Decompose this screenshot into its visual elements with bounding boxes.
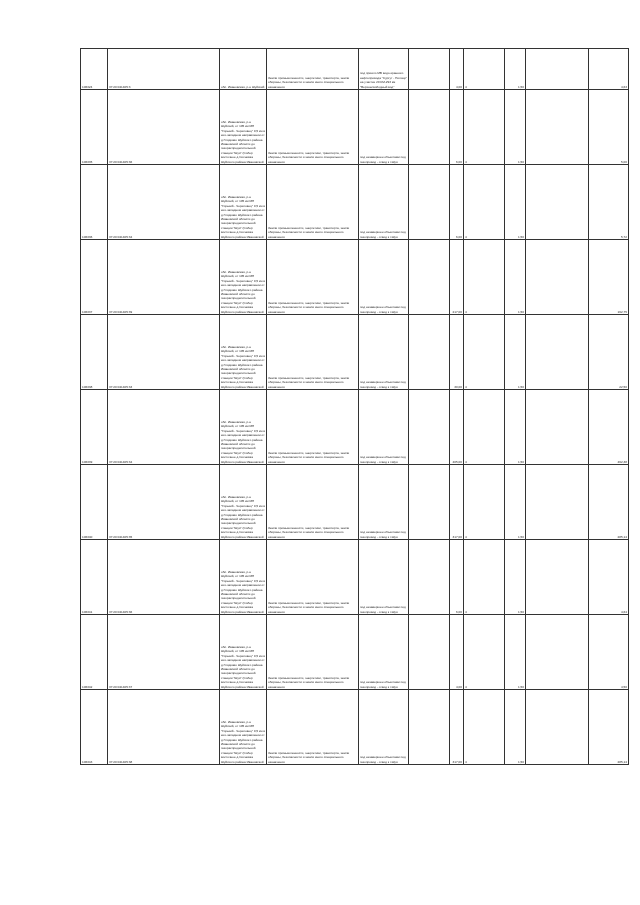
area-cell: 6,00 <box>450 165 464 240</box>
row-number-cell: 106335 <box>81 90 108 165</box>
empty-cell <box>409 165 450 240</box>
tax-amount-cell: 5,72 <box>589 165 629 240</box>
permitted-use-cell: под незавершен объектами под газопровод - отвод к г.Шуя <box>359 90 409 165</box>
row-number-cell: 106342 <box>81 615 108 690</box>
area-cell: 6,00 <box>450 90 464 165</box>
rate-cell: 1,50 <box>505 615 526 690</box>
rate-cell: 1,50 <box>505 165 526 240</box>
tax-amount-cell: 22,50 <box>589 315 629 390</box>
area-cell: 4,00 <box>450 49 464 90</box>
share-cell: 4 <box>464 390 505 465</box>
share-cell: 4 <box>464 465 505 540</box>
tax-amount-cell: 162,75 <box>589 240 629 315</box>
cadastral-number-cell: 37:20:041405:34 <box>108 165 220 240</box>
empty-cell <box>409 615 450 690</box>
permitted-use-cell: под незавершен объектами под газопровод - отвод к г.Шуя <box>359 540 409 615</box>
cadastral-number-cell: 37:20:041405:36 <box>108 540 220 615</box>
row-number-cell: 106340 <box>81 465 108 540</box>
table-row <box>81 390 629 465</box>
land-category-cell: Земли промышленности, энергетики, транспорта, земли обороны, безопасности и земли иного специального назначения <box>267 615 359 690</box>
land-category-cell: Земли промышленности, энергетики, транспорта, земли обороны, безопасности и земли иного специального назначения <box>267 690 359 765</box>
empty-cell <box>409 90 450 165</box>
share-cell: 4 <box>464 540 505 615</box>
empty-cell <box>526 90 589 165</box>
empty-cell <box>409 315 450 390</box>
address-cell: обл. Ивановская, р-н Шуйский, от 105 км МН "Горький - Череповец" 0,5 км в юго-западном направлении от д.Глядково Шуйского района Ивановской области до газораспределительной станции "Шуя" (Собер восточнее д.Сосновка Шуйского района Ивановской <box>220 690 267 765</box>
land-category-cell: Земли промышленности, энергетики, транспорта, земли обороны, безопасности и земли иного специального назначения <box>267 49 359 90</box>
table-row <box>81 315 629 390</box>
land-category-cell: Земли промышленности, энергетики, транспорта, земли обороны, безопасности и земли иного специального назначения <box>267 465 359 540</box>
rate-cell: 1,50 <box>505 690 526 765</box>
empty-cell <box>526 315 589 390</box>
rate-cell: 1,50 <box>505 465 526 540</box>
table-row <box>81 90 629 165</box>
area-cell: 4,00 <box>450 615 464 690</box>
land-category-cell: Земли промышленности, энергетики, транспорта, земли обороны, безопасности и земли иного специального назначения <box>267 315 359 390</box>
area-cell: 30,00 <box>450 315 464 390</box>
cadastral-number-cell: 37:20:041405:36 <box>108 90 220 165</box>
cadastral-number-cell: 37:20:041405:33 <box>108 315 220 390</box>
table-row <box>81 240 629 315</box>
permitted-use-cell: под незавершен объектами под газопровод - отвод к г.Шуя <box>359 240 409 315</box>
tax-amount-cell: 285,14 <box>589 690 629 765</box>
table-row <box>81 49 629 90</box>
table-row <box>81 540 629 615</box>
tax-amount-cell: 462,38 <box>589 390 629 465</box>
share-cell: 4 <box>464 90 505 165</box>
tax-amount-cell: 4,50 <box>589 615 629 690</box>
rate-cell: 1,50 <box>505 390 526 465</box>
table-row <box>81 615 629 690</box>
address-cell: обл. Ивановская, р-н Шуйский, от 105 км МН "Горький - Череповец" 0,5 км в юго-западном направлении от д.Глядково Шуйского района Ивановской области до газораспределительной станции "Шуя" (Собер восточнее д.Сосновка Шуйского района Ивановской <box>220 165 267 240</box>
share-cell: 4 <box>464 690 505 765</box>
cadastral-number-cell: 37:20:041405:37 <box>108 615 220 690</box>
area-cell: 317,00 <box>450 690 464 765</box>
empty-cell <box>409 240 450 315</box>
address-cell: обл. Ивановская, р-н Шуйский, от 105 км МН "Горький - Череповец" 0,5 км в юго-западном направлении от д.Глядково Шуйского района Ивановской области до газораспределительной станции "Шуя" (Собер восточнее д.Сосновка Шуйского района Ивановской <box>220 615 267 690</box>
row-number-cell: 106336 <box>81 165 108 240</box>
permitted-use-cell: под незавершен объектами под газопровод - отвод к г.Шуя <box>359 390 409 465</box>
land-register-table <box>80 48 629 765</box>
table-row <box>81 465 629 540</box>
empty-cell <box>409 465 450 540</box>
share-cell: 4 <box>464 165 505 240</box>
tax-amount-cell: 5,00 <box>589 90 629 165</box>
cadastral-number-cell: 37:20:041405:3 <box>108 49 220 90</box>
tax-amount-cell: 285,14 <box>589 465 629 540</box>
rate-cell: 1,50 <box>505 315 526 390</box>
address-cell: обл. Ивановская, р-н Шуйский <box>220 49 267 90</box>
address-cell: обл. Ивановская, р-н Шуйский, от 105 км МН "Горький - Череповец" 0,5 км в юго-западном направлении от д.Глядково Шуйского района Ивановской области до газораспределительной станции "Шуя" (Собер восточнее д.Сосновка Шуйского района Ивановской <box>220 240 267 315</box>
permitted-use-cell: под приюто МВ водо-кранного нефтепровода "Сургут - Полоцк" на участке 20 КМ-293 км "Верхнесвободный вод" <box>359 49 409 90</box>
row-number-cell: 106343 <box>81 690 108 765</box>
address-cell: обл. Ивановская, р-н Шуйский, от 105 км МН "Горький - Череповец" 0,5 км в юго-западном направлении от д.Глядково Шуйского района Ивановской области до газораспределительной станции "Шуя" (Собер восточнее д.Сосновка Шуйского района Ивановской <box>220 390 267 465</box>
tax-amount-cell: 4,64 <box>589 540 629 615</box>
share-cell: 4 <box>464 49 505 90</box>
permitted-use-cell: под незавершен объектами под газопровод - отвод к г.Шуя <box>359 690 409 765</box>
table-body <box>81 49 629 765</box>
share-cell: 4 <box>464 315 505 390</box>
address-cell: обл. Ивановская, р-н Шуйский, от 105 км МН "Горький - Череповец" 0,5 км в юго-западном направлении от д.Глядково Шуйского района Ивановской области до газораспределительной станции "Шуя" (Собер восточнее д.Сосновка Шуйского района Ивановской <box>220 90 267 165</box>
cadastral-number-cell: 37:20:041405:38 <box>108 690 220 765</box>
area-cell: 317,00 <box>450 465 464 540</box>
address-cell: обл. Ивановская, р-н Шуйский, от 105 км МН "Горький - Череповец" 0,5 км в юго-западном направлении от д.Глядково Шуйского района Ивановской области до газораспределительной станции "Шуя" (Собер восточнее д.Сосновка Шуйского района Ивановской <box>220 540 267 615</box>
share-cell: 4 <box>464 615 505 690</box>
empty-cell <box>526 690 589 765</box>
permitted-use-cell: под незавершен объектами под газопровод - отвод к г.Шуя <box>359 165 409 240</box>
empty-cell <box>526 465 589 540</box>
cadastral-number-cell: 37:20:041405:35 <box>108 465 220 540</box>
empty-cell <box>526 165 589 240</box>
rate-cell: 1,50 <box>505 240 526 315</box>
area-cell: 405,00 <box>450 390 464 465</box>
permitted-use-cell: под незавершен объектами под газопровод - отвод к г.Шуя <box>359 465 409 540</box>
area-cell: 217,00 <box>450 240 464 315</box>
cadastral-number-cell: 37:20:041405:34 <box>108 390 220 465</box>
empty-cell <box>409 49 450 90</box>
row-number-cell: 106341 <box>81 540 108 615</box>
empty-cell <box>526 49 589 90</box>
empty-cell <box>409 690 450 765</box>
empty-cell <box>409 390 450 465</box>
empty-cell <box>409 540 450 615</box>
permitted-use-cell: под незавершен объектами под газопровод - отвод к г.Шуя <box>359 615 409 690</box>
area-cell: 6,00 <box>450 540 464 615</box>
land-category-cell: Земли промышленности, энергетики, транспорта, земли обороны, безопасности и земли иного специального назначения <box>267 540 359 615</box>
cadastral-number-cell: 37:20:041405:39 <box>108 240 220 315</box>
rate-cell: 1,50 <box>505 49 526 90</box>
land-category-cell: Земли промышленности, энергетики, транспорта, земли обороны, безопасности и земли иного специального назначения <box>267 390 359 465</box>
empty-cell <box>526 615 589 690</box>
permitted-use-cell: под незавершен объектами под газопровод - отвод к г.Шуя <box>359 315 409 390</box>
row-number-cell: 106339 <box>81 390 108 465</box>
row-number-cell: 106338 <box>81 315 108 390</box>
rate-cell: 1,50 <box>505 540 526 615</box>
land-category-cell: Земли промышленности, энергетики, транспорта, земли обороны, безопасности и земли иного специального назначения <box>267 90 359 165</box>
row-number-cell: 106324 <box>81 49 108 90</box>
row-number-cell: 106337 <box>81 240 108 315</box>
table-row <box>81 165 629 240</box>
tax-amount-cell: 4,63 <box>589 49 629 90</box>
address-cell: обл. Ивановская, р-н Шуйский, от 105 км МН "Горький - Череповец" 0,5 км в юго-западном направлении от д.Глядково Шуйского района Ивановской области до газораспределительной станции "Шуя" (Собер восточнее д.Сосновка Шуйского района Ивановской <box>220 315 267 390</box>
empty-cell <box>526 540 589 615</box>
empty-cell <box>526 390 589 465</box>
share-cell: 4 <box>464 240 505 315</box>
land-category-cell: Земли промышленности, энергетики, транспорта, земли обороны, безопасности и земли иного специального назначения <box>267 165 359 240</box>
address-cell: обл. Ивановская, р-н Шуйский, от 105 км МН "Горький - Череповец" 0,5 км в юго-западном направлении от д.Глядково Шуйского района Ивановской области до газораспределительной станции "Шуя" (Собер восточнее д.Сосновка Шуйского района Ивановской <box>220 465 267 540</box>
rate-cell: 1,50 <box>505 90 526 165</box>
empty-cell <box>526 240 589 315</box>
table-row <box>81 690 629 765</box>
land-category-cell: Земли промышленности, энергетики, транспорта, земли обороны, безопасности и земли иного специального назначения <box>267 240 359 315</box>
